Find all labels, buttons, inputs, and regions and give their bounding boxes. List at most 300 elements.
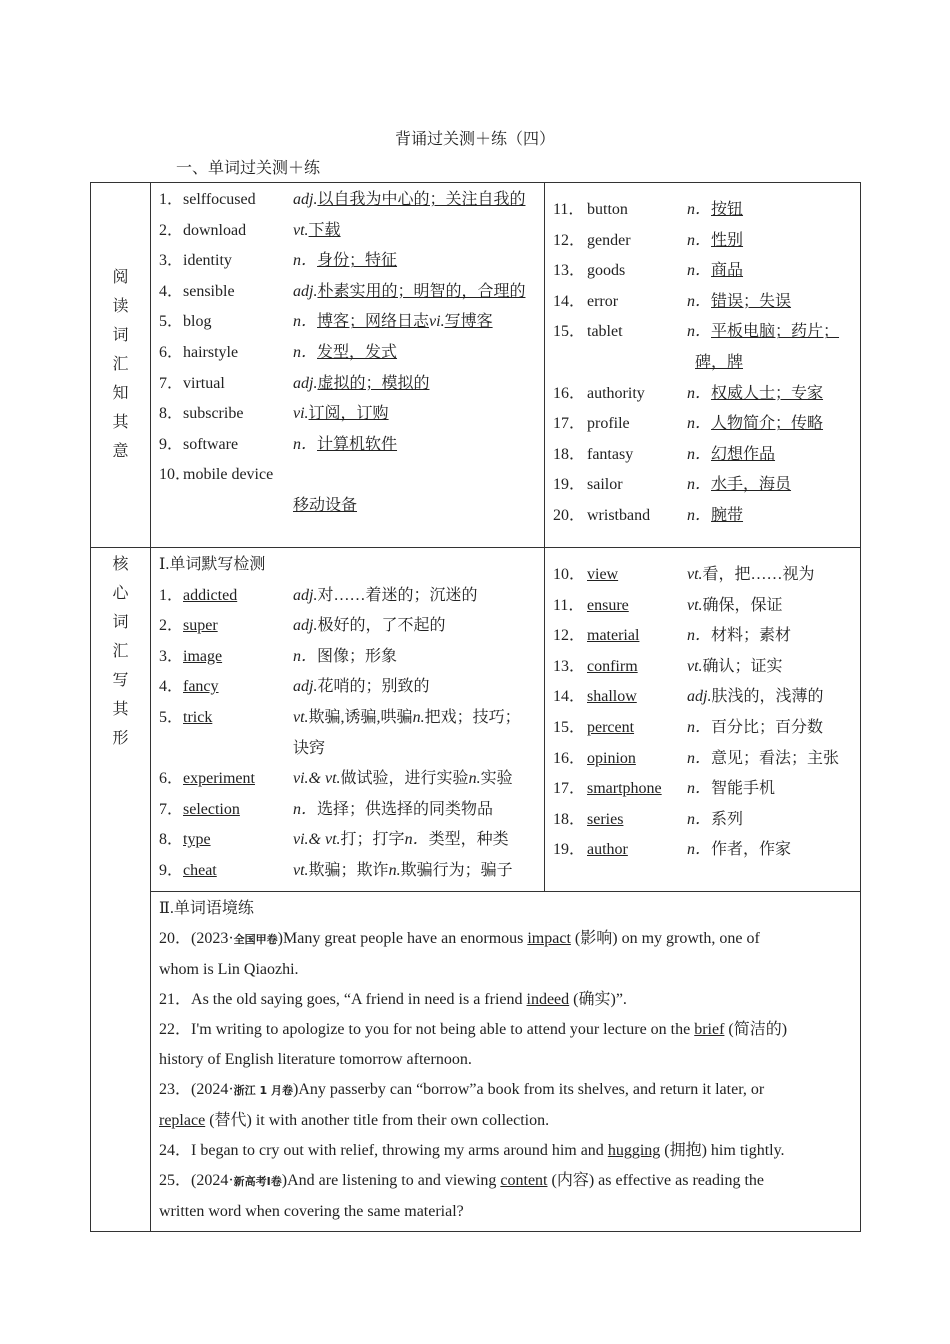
english-word: button	[587, 201, 628, 218]
meaning: 错误；失误	[711, 292, 792, 310]
item-number: 19．	[553, 476, 586, 494]
vocab-row	[553, 560, 852, 591]
english-word: super	[183, 617, 218, 635]
meaning: 身份；特征	[317, 252, 398, 270]
part-of-speech: n．	[687, 718, 712, 736]
part-of-speech: vt.	[687, 657, 703, 675]
definition	[293, 369, 429, 400]
definition	[293, 581, 477, 612]
vocab-row	[159, 307, 536, 338]
meaning: 实验	[480, 770, 513, 788]
definition	[687, 835, 791, 866]
vocab-row	[159, 338, 536, 369]
vocab-row	[553, 621, 852, 652]
english-word: trick	[183, 708, 213, 726]
item-number: 8．	[159, 405, 184, 423]
definition	[687, 621, 791, 652]
item-number: 5．	[159, 313, 184, 331]
definition	[687, 226, 743, 257]
source-year: (2024·	[191, 1081, 234, 1099]
example-sentence	[151, 1106, 860, 1136]
item-number: 2．	[159, 221, 184, 239]
part-of-speech: adj.	[293, 617, 318, 635]
vocab-row	[159, 642, 536, 673]
meaning: 做试验，进行实验	[340, 770, 469, 788]
sentence-text: (替代) it with another title from their own collection.	[205, 1112, 550, 1130]
item-number: 24．	[159, 1142, 192, 1160]
definition	[687, 682, 823, 713]
english-word: sailor	[587, 476, 623, 494]
english-word: series	[587, 810, 624, 828]
item-number: 6．	[159, 343, 184, 361]
vocab-row	[553, 226, 852, 257]
english-word: fantasy	[587, 445, 634, 463]
english-word: image	[183, 647, 223, 665]
vocab-row	[553, 744, 852, 775]
example-sentence	[151, 1075, 860, 1106]
vocab-row	[159, 369, 536, 400]
part-of-speech: vi.	[293, 405, 309, 423]
item-number: 20．	[159, 930, 192, 948]
part-of-speech: n．	[687, 292, 712, 310]
part-of-speech: n．	[293, 343, 318, 361]
item-number: 6．	[159, 770, 184, 788]
meaning: 性别	[711, 231, 744, 249]
vocab-row	[553, 195, 852, 226]
item-number: 15．	[553, 323, 586, 341]
meaning: 计算机软件	[317, 435, 398, 453]
vocab-row	[553, 317, 852, 348]
item-number: 2．	[159, 617, 184, 635]
item-number: 11．	[553, 201, 585, 218]
definition	[293, 399, 389, 430]
part-of-speech: vt.	[293, 708, 309, 726]
item-number: 8．	[159, 831, 184, 849]
meaning: 选择；供选择的同类物品	[317, 800, 494, 818]
page-title: 背诵过关测＋练（四）	[394, 131, 555, 148]
part-of-speech: n．	[293, 252, 318, 270]
definition	[293, 430, 397, 461]
item-number: 14．	[553, 292, 586, 310]
sentence-text: )And are listening to and viewing	[281, 1172, 501, 1190]
part-of-speech: n.	[468, 770, 481, 788]
english-word: hairstyle	[183, 343, 239, 361]
definition	[687, 652, 783, 683]
vocab-table	[90, 182, 861, 1232]
item-number: 25．	[159, 1172, 192, 1190]
item-number: 4．	[159, 282, 184, 300]
core-right-col	[545, 548, 861, 892]
english-word: identity	[183, 252, 232, 270]
side-char: 心	[112, 585, 129, 602]
meaning: 确认；证实	[702, 657, 783, 675]
side-char: 词	[112, 614, 129, 631]
part-of-speech: adj.	[293, 586, 318, 604]
side-char: 汇	[112, 356, 129, 373]
part-of-speech: n．	[687, 262, 712, 280]
vocab-row	[159, 795, 536, 826]
meaning: 智能手机	[711, 780, 776, 798]
definition	[293, 246, 397, 277]
meaning: 百分比；百分数	[711, 718, 824, 736]
item-number: 13．	[553, 657, 586, 675]
definition	[687, 409, 823, 440]
sentence-continued: whom is Lin Qiaozhi.	[159, 961, 299, 979]
part-of-speech: n．	[293, 435, 318, 453]
meaning: 权威人士；专家	[711, 384, 824, 402]
meaning: 类型，种类	[428, 831, 509, 849]
vocab-row	[159, 185, 536, 216]
part-of-speech: n.	[412, 708, 425, 726]
vocab-row	[553, 501, 852, 532]
meaning-continued: 移动设备	[293, 496, 358, 514]
english-word: gender	[587, 231, 631, 249]
english-word: blog	[183, 313, 212, 331]
english-word: material	[587, 627, 640, 645]
english-word: opinion	[587, 749, 636, 767]
subheading-dictation: Ⅰ.单词默写检测	[159, 556, 266, 573]
side-char: 写	[112, 672, 129, 689]
item-number: 1．	[159, 191, 184, 208]
sentence-text: )Any passerby can “borrow”a book from its shelves, and return it later, or	[293, 1081, 765, 1099]
part-of-speech: adj.	[687, 688, 712, 706]
part-of-speech: n．	[293, 647, 318, 665]
part-of-speech: n．	[687, 231, 712, 249]
definition	[293, 185, 525, 216]
item-number: 1．	[159, 586, 184, 604]
context-practice	[151, 891, 861, 1232]
answer-word: impact	[527, 930, 571, 948]
english-word: download	[183, 221, 247, 239]
sentence-continued: written word when covering the same material?	[159, 1203, 464, 1221]
english-word: experiment	[183, 770, 255, 788]
part-of-speech: adj.	[293, 678, 318, 696]
part-of-speech: adj.	[293, 191, 318, 208]
definition	[687, 195, 743, 226]
meaning: 欺骗行为；骗子	[400, 861, 513, 879]
part-of-speech: n．	[293, 800, 318, 818]
english-word: view	[587, 566, 619, 583]
meaning: 花哨的；别致的	[317, 678, 430, 696]
part-of-speech: n．	[687, 201, 712, 218]
example-sentence	[151, 924, 860, 955]
vocab-row	[553, 470, 852, 501]
item-number: 17．	[553, 780, 586, 798]
vocab-row	[159, 856, 536, 887]
meaning: 博客；网络日志	[317, 313, 430, 331]
item-number: 23．	[159, 1081, 192, 1099]
meaning: 下载	[308, 221, 341, 239]
meaning-continued: 诀窍	[293, 739, 326, 757]
source-exam: 浙江 1 月卷	[233, 1084, 293, 1098]
item-number: 3．	[159, 252, 184, 270]
english-word: author	[587, 841, 628, 859]
example-sentence	[151, 1136, 860, 1166]
english-word: smartphone	[587, 780, 662, 798]
sentence-text: (内容) as effective as reading the	[547, 1172, 764, 1190]
english-word: profile	[587, 415, 630, 433]
part-of-speech: vi.& vt.	[293, 770, 341, 788]
vocab-row	[553, 409, 852, 440]
item-number: 9．	[159, 435, 184, 453]
english-word: subscribe	[183, 405, 244, 423]
english-word: percent	[587, 718, 635, 736]
section-heading: 一、单词过关测＋练	[176, 160, 321, 177]
item-number: 9．	[159, 861, 184, 879]
vocab-row	[159, 825, 536, 856]
item-number: 12．	[553, 231, 586, 249]
item-number: 10．	[553, 566, 586, 583]
part-of-speech: n．	[687, 476, 712, 494]
item-number: 7．	[159, 374, 184, 392]
meaning: 人物简介；传略	[711, 415, 824, 433]
vocab-row	[553, 835, 852, 866]
part-of-speech: n．	[687, 780, 712, 798]
meaning: 极好的，了不起的	[317, 617, 446, 635]
definition	[687, 501, 743, 532]
meaning: 朴素实用的；明智的，合理的	[317, 282, 526, 300]
definition	[293, 611, 445, 642]
side-char: 其	[112, 701, 129, 718]
vocab-row	[553, 652, 852, 683]
item-number: 16．	[553, 384, 586, 402]
part-of-speech: n．	[687, 749, 712, 767]
item-number: 12．	[553, 627, 586, 645]
definition	[293, 277, 525, 308]
part-of-speech: n．	[687, 445, 712, 463]
english-word: type	[183, 831, 211, 849]
meaning: 商品	[711, 262, 744, 280]
sentence-continued: history of English literature tomorrow afternoon.	[159, 1051, 472, 1069]
item-number: 17．	[553, 415, 586, 433]
part-of-speech: adj.	[293, 282, 318, 300]
sentence-text: I began to cry out with relief, throwing my arms around him and	[191, 1142, 608, 1160]
part-of-speech: n．	[687, 627, 712, 645]
item-number: 22．	[159, 1021, 192, 1039]
source-exam: 全国甲卷	[233, 933, 278, 947]
english-word: software	[183, 435, 239, 453]
meaning: 图像；形象	[317, 647, 398, 665]
english-word: fancy	[183, 678, 219, 696]
side-char: 其	[112, 414, 129, 431]
item-number: 14．	[553, 688, 586, 706]
vocab-row	[159, 399, 536, 430]
vocab-row	[553, 805, 852, 836]
sentence-text: (确实)”.	[569, 991, 627, 1009]
definition	[687, 379, 823, 410]
sentence-text: (拥抱) him tightly.	[660, 1142, 785, 1160]
vocab-row	[159, 460, 536, 491]
item-number: 7．	[159, 800, 184, 818]
vocab-row	[159, 764, 536, 795]
reading-right-col	[545, 183, 861, 548]
definition	[687, 774, 775, 805]
meaning: 材料；素材	[711, 627, 792, 645]
item-number: 15．	[553, 718, 586, 736]
english-word: cheat	[183, 861, 217, 879]
definition	[293, 307, 493, 338]
part-of-speech: vt.	[687, 596, 703, 614]
vocab-row	[553, 379, 852, 410]
sentence-text: (影响) on my growth, one of	[570, 930, 760, 948]
answer-word: replace	[159, 1112, 206, 1130]
meaning: 欺骗；欺诈	[308, 861, 389, 879]
definition	[687, 713, 823, 744]
item-number: 18．	[553, 445, 586, 463]
definition	[687, 317, 839, 348]
part-of-speech: n．	[687, 415, 712, 433]
side-char: 核	[112, 556, 129, 573]
definition	[293, 856, 513, 887]
sentence-text: )Many great people have an enormous	[277, 930, 528, 948]
definition	[687, 591, 783, 622]
answer-word: hugging	[607, 1142, 661, 1160]
vocab-row	[553, 774, 852, 805]
sentence-text: As the old saying goes, “A friend in need is a friend	[191, 991, 527, 1009]
meaning: 按钮	[711, 201, 744, 218]
vocab-row	[159, 430, 536, 461]
item-number: 11．	[553, 596, 585, 614]
definition	[687, 440, 775, 471]
item-number: 20．	[553, 506, 586, 524]
meaning-continued: 碑，牌	[695, 353, 744, 371]
meaning: 腕带	[711, 506, 744, 524]
meaning: 看，把……视为	[702, 566, 815, 583]
item-number: 13．	[553, 262, 586, 280]
side-char: 词	[112, 327, 129, 344]
english-word: wristband	[587, 506, 651, 524]
item-number: 21．	[159, 991, 192, 1009]
part-of-speech: adj.	[293, 374, 318, 392]
source-exam: 新高考Ⅰ卷	[233, 1175, 282, 1189]
part-of-speech: vi.& vt.	[293, 831, 341, 849]
reading-left-col	[151, 183, 545, 548]
part-of-speech: n．	[687, 384, 712, 402]
reading-side-label	[91, 183, 151, 548]
vocab-row	[159, 672, 536, 703]
part-of-speech: n．	[404, 831, 429, 849]
english-word: confirm	[587, 657, 638, 675]
meaning: 意见；看法；主张	[711, 749, 840, 767]
meaning: 虚拟的；模拟的	[317, 374, 430, 392]
meaning: 幻想作品	[711, 445, 776, 463]
part-of-speech: n．	[687, 506, 712, 524]
vocab-row	[553, 713, 852, 744]
vocab-row	[553, 256, 852, 287]
meaning: 把戏；技巧；	[424, 708, 521, 726]
example-sentence	[151, 1166, 860, 1197]
meaning: 发型，发式	[317, 343, 398, 361]
vocab-row	[159, 611, 536, 642]
subheading-context: Ⅱ.单词语境练	[159, 899, 254, 917]
source-year: (2023·	[191, 930, 234, 948]
meaning: 平板电脑；药片；	[711, 323, 840, 341]
item-number: 10．	[159, 466, 192, 484]
sentence-text: I'm writing to apologize to you for not being able to attend your lecture on the	[191, 1021, 695, 1039]
english-word: addicted	[183, 586, 238, 604]
part-of-speech: vt.	[293, 221, 309, 239]
english-word: ensure	[587, 596, 629, 614]
core-left-col	[151, 548, 545, 892]
part-of-speech: vi.	[429, 313, 445, 331]
meaning: 系列	[711, 810, 744, 828]
item-number: 16．	[553, 749, 586, 767]
meaning: 作者，作家	[711, 841, 792, 859]
part-of-speech: vt.	[293, 861, 309, 879]
english-word: mobile device	[183, 466, 274, 484]
english-word: authority	[587, 384, 645, 402]
side-char: 阅	[112, 269, 129, 286]
side-char: 读	[112, 298, 129, 315]
definition	[687, 470, 791, 501]
vocab-row	[553, 591, 852, 622]
meaning: 肤浅的，浅薄的	[711, 688, 824, 706]
answer-word: indeed	[526, 991, 570, 1009]
part-of-speech: n.	[388, 861, 401, 879]
vocab-row	[159, 581, 536, 612]
item-number: 5．	[159, 708, 184, 726]
definition	[687, 287, 791, 318]
english-word: goods	[587, 262, 626, 280]
english-word: selection	[183, 800, 240, 818]
sentence-text: (简洁的)	[724, 1021, 788, 1039]
item-number: 4．	[159, 678, 184, 696]
item-number: 3．	[159, 647, 184, 665]
definition	[687, 560, 815, 591]
example-sentence	[151, 1015, 860, 1045]
definition	[293, 795, 493, 826]
definition	[687, 744, 839, 775]
part-of-speech: n．	[687, 323, 712, 341]
vocab-row	[159, 216, 536, 247]
meaning: 打；打字	[340, 831, 405, 849]
part-of-speech: n．	[687, 810, 712, 828]
side-char: 形	[112, 730, 129, 747]
vocab-row	[159, 277, 536, 308]
side-char: 汇	[112, 643, 129, 660]
source-year: (2024·	[191, 1172, 234, 1190]
english-word: sensible	[183, 282, 235, 300]
core-side-label	[91, 548, 151, 1232]
english-word: selffocused	[183, 191, 256, 208]
english-word: virtual	[183, 374, 225, 392]
part-of-speech: n．	[293, 313, 318, 331]
example-sentence	[151, 985, 860, 1015]
item-number: 19．	[553, 841, 586, 859]
definition	[293, 338, 397, 369]
meaning: 订阅，订购	[308, 405, 389, 423]
part-of-speech: vt.	[687, 566, 703, 583]
answer-word: brief	[694, 1021, 725, 1039]
english-word: tablet	[587, 323, 623, 341]
vocab-row	[553, 440, 852, 471]
definition	[687, 805, 743, 836]
english-word: error	[587, 292, 619, 310]
definition	[293, 672, 429, 703]
item-number: 18．	[553, 810, 586, 828]
meaning: 以自我为中心的；关注自我的	[317, 191, 526, 208]
definition	[293, 216, 341, 247]
meaning: 确保，保证	[702, 596, 783, 614]
answer-word: content	[500, 1172, 548, 1190]
definition	[293, 764, 513, 795]
vocab-row	[553, 682, 852, 713]
definition	[687, 256, 743, 287]
side-char: 意	[112, 443, 129, 460]
definition	[293, 825, 509, 856]
vocab-row	[159, 703, 536, 734]
meaning: 欺骗,诱骗,哄骗	[308, 708, 413, 726]
